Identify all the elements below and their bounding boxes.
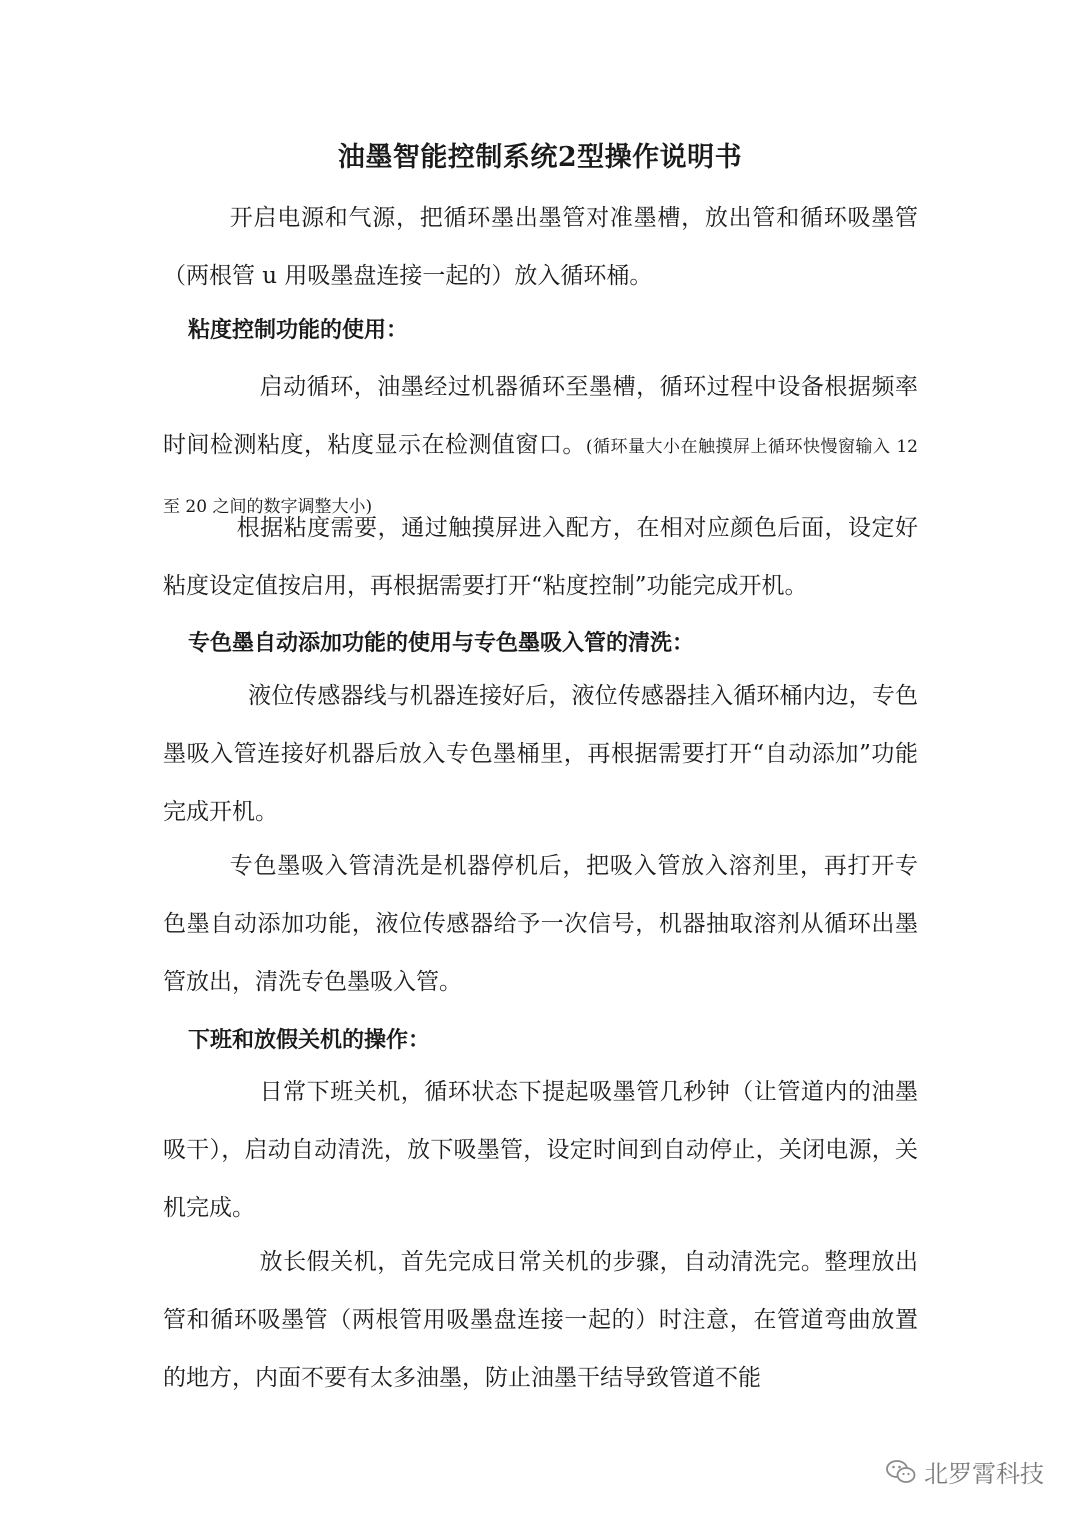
intro-paragraph: 开启电源和气源，把循环墨出墨管对准墨槽，放出管和循环吸墨管（两根管 u 用吸墨盘连接一起的）放入循环桶。: [163, 205, 918, 289]
viscosity-note: (循环量大小在触摸屏上循环快慢窗输入 12 至 20 之间的数字调整大小): [163, 437, 919, 517]
shutdown-paragraph-2: 放长假关机，首先完成日常关机的步骤，自动清洗完。整理放出管和循环吸墨管（两根管用吸墨盘连接一起的）时注意，在管道弯曲放置的地方，内面不要有太多油墨，防止油墨干结导致管道不能: [163, 1249, 918, 1391]
wechat-icon: [886, 1459, 916, 1485]
watermark-text: 北罗霄科技: [924, 1460, 1044, 1488]
spot-color-paragraph-1: 液位传感器线与机器连接好后，液位传感器挂入循环桶内边，专色墨吸入管连接好机器后放入专色墨桶里，再根据需要打开“自动添加”功能完成开机。: [163, 683, 918, 825]
section-heading-shutdown: 下班和放假关机的操作：: [188, 1027, 431, 1053]
viscosity-paragraph-2: 根据粘度需要，通过触摸屏进入配方，在相对应颜色后面，设定好粘度设定值按启用，再根据需要打开“粘度控制”功能完成开机。: [163, 515, 918, 599]
shutdown-paragraph-1: 日常下班关机，循环状态下提起吸墨管几秒钟（让管道内的油墨吸干），启动自动清洗，放下吸墨管，设定时间到自动停止，关闭电源，关机完成。: [163, 1079, 918, 1221]
spot-color-paragraph-2: 专色墨吸入管清洗是机器停机后，把吸入管放入溶剂里，再打开专色墨自动添加功能，液位传感器给予一次信号，机器抽取溶剂从循环出墨管放出，清洗专色墨吸入管。: [163, 853, 918, 995]
document-title: 油墨智能控制系统2型操作说明书: [337, 142, 743, 173]
watermark: [886, 1454, 1044, 1489]
section-heading-spot-color: 专色墨自动添加功能的使用与专色墨吸入管的清洗：: [188, 630, 695, 656]
viscosity-paragraph-1-text: 启动循环，油墨经过机器循环至墨槽，循环过程中设备根据频率时间检测粘度，粘度显示在检测值窗口。: [163, 374, 918, 458]
section-heading-viscosity: 粘度控制功能的使用：: [188, 317, 409, 343]
